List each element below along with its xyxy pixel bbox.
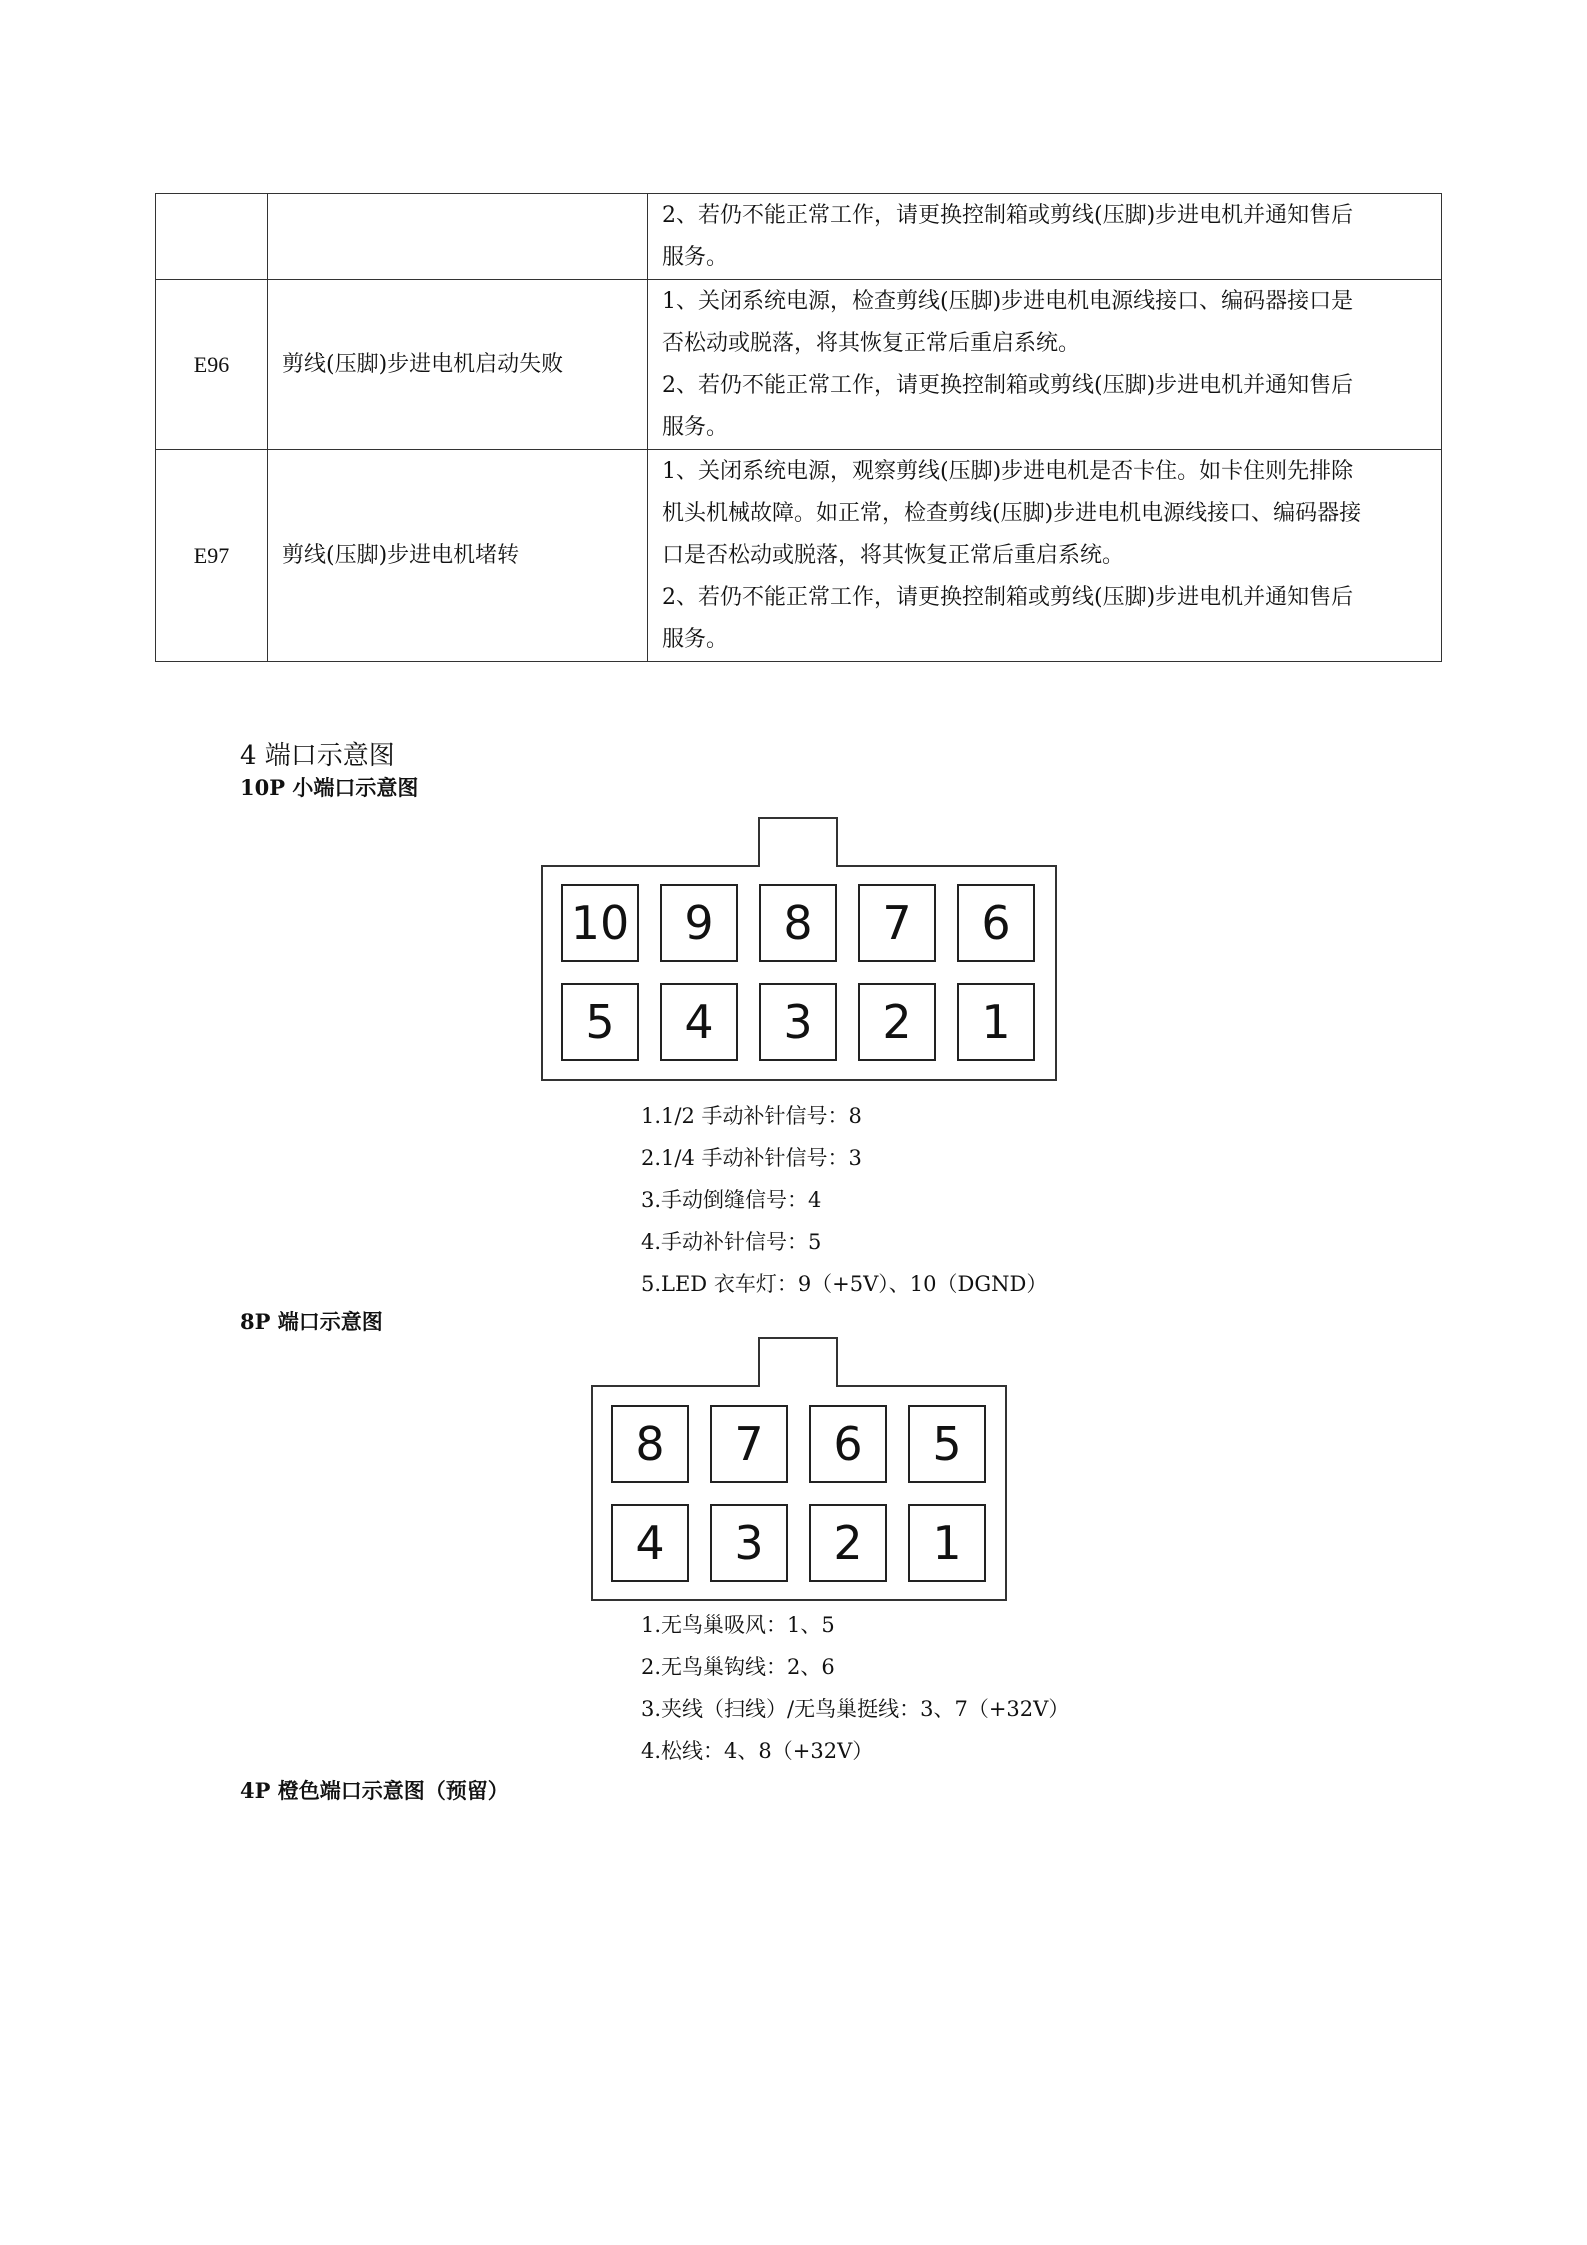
- pin: 7: [710, 1405, 788, 1483]
- solution-line: 服务。: [662, 244, 729, 270]
- pin: 2: [858, 983, 936, 1061]
- connector-key-tab: [758, 1337, 838, 1387]
- note-item: 4.松线：4、8（+32V）: [641, 1739, 874, 1763]
- solution-line: 服务。: [662, 414, 729, 440]
- pin: 4: [660, 983, 738, 1061]
- error-solution-cell: [648, 450, 1442, 662]
- solution-line: 1、关闭系统电源，观察剪线(压脚)步进电机是否卡住。如卡住则先排除: [662, 458, 1354, 484]
- pin: 2: [809, 1504, 887, 1582]
- pin: 5: [908, 1405, 986, 1483]
- note-item: 2.1/4 手动补针信号：3: [641, 1146, 862, 1170]
- pin: 3: [759, 983, 837, 1061]
- pin: 3: [710, 1504, 788, 1582]
- error-description-cell: 剪线(压脚)步进电机启动失败: [268, 280, 648, 450]
- pin: 1: [908, 1504, 986, 1582]
- note-item: 2.无鸟巢钩线：2、6: [641, 1655, 835, 1679]
- pin: 10: [561, 884, 639, 962]
- note-item: 3.夹线（扫线）/无鸟巢挺线：3、7（+32V）: [641, 1697, 1070, 1721]
- solution-line: 1、关闭系统电源，检查剪线(压脚)步进电机电源线接口、编码器接口是: [662, 288, 1354, 314]
- solution-line: 2、若仍不能正常工作，请更换控制箱或剪线(压脚)步进电机并通知售后: [662, 372, 1354, 398]
- note-item: 1.1/2 手动补针信号：8: [641, 1104, 862, 1128]
- table-row: [156, 194, 1442, 280]
- table-row: [156, 280, 1442, 450]
- table-row: [156, 450, 1442, 662]
- note-item: 1.无鸟巢吸风：1、5: [641, 1613, 835, 1637]
- note-item: 3.手动倒缝信号：4: [641, 1188, 822, 1212]
- error-code-cell: E97: [156, 450, 268, 662]
- section-title: 4 端口示意图: [240, 741, 395, 771]
- pin: 1: [957, 983, 1035, 1061]
- port-10p-title: 10P 小端口示意图: [240, 775, 419, 800]
- pin: 6: [957, 884, 1035, 962]
- solution-line: 否松动或脱落，将其恢复正常后重启系统。: [662, 330, 1081, 356]
- solution-line: 机头机械故障。如正常，检查剪线(压脚)步进电机电源线接口、编码器接: [662, 500, 1362, 526]
- port-8p-title: 8P 端口示意图: [240, 1309, 383, 1334]
- pin: 8: [759, 884, 837, 962]
- pin: 5: [561, 983, 639, 1061]
- pin: 6: [809, 1405, 887, 1483]
- port-4p-title: 4P 橙色端口示意图（预留）: [240, 1778, 509, 1803]
- error-solution-cell: [648, 280, 1442, 450]
- solution-line: 服务。: [662, 626, 729, 652]
- note-item: 4.手动补针信号：5: [641, 1230, 822, 1254]
- connector-key-tab-inner: [760, 1383, 836, 1387]
- solution-line: 口是否松动或脱落，将其恢复正常后重启系统。: [662, 542, 1125, 568]
- connector-key-tab-inner: [760, 863, 836, 867]
- solution-line: 2、若仍不能正常工作，请更换控制箱或剪线(压脚)步进电机并通知售后: [662, 584, 1354, 610]
- port-8p-notes: [641, 1604, 1069, 1772]
- port-10p-notes: [641, 1095, 1047, 1305]
- pin: 8: [611, 1405, 689, 1483]
- pin: 4: [611, 1504, 689, 1582]
- error-code-cell: E96: [156, 280, 268, 450]
- connector-key-tab: [758, 817, 838, 867]
- error-solution-cell: [648, 194, 1442, 280]
- error-code-cell: [156, 194, 268, 280]
- note-item: 5.LED 衣车灯：9（+5V）、10（DGND）: [641, 1272, 1048, 1296]
- error-description-cell: [268, 194, 648, 280]
- pin: 9: [660, 884, 738, 962]
- pin: 7: [858, 884, 936, 962]
- error-description-cell: 剪线(压脚)步进电机堵转: [268, 450, 648, 662]
- error-code-table: [155, 193, 1442, 662]
- solution-line: 2、若仍不能正常工作，请更换控制箱或剪线(压脚)步进电机并通知售后: [662, 202, 1354, 228]
